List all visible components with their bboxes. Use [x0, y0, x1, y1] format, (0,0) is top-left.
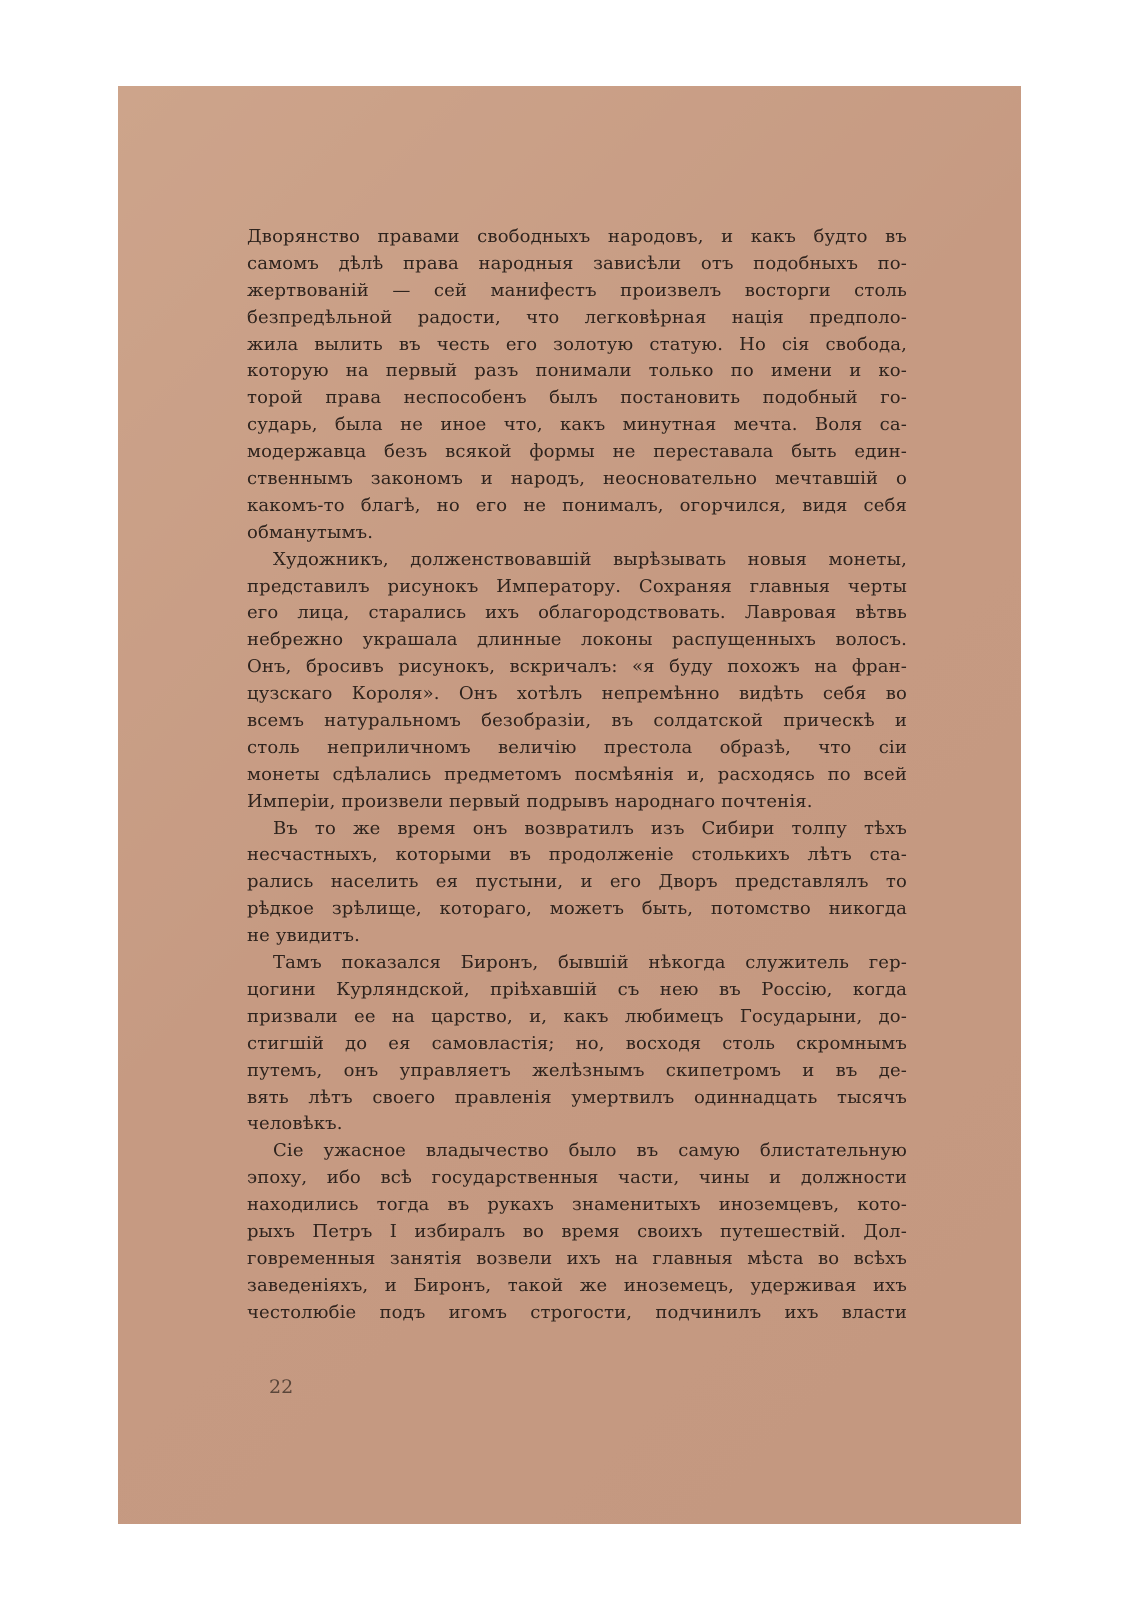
text-line: ственнымъ закономъ и народъ, неосновательно мечтавшій о [247, 468, 907, 490]
text-line: призвали ее на царство, и, какъ любимецъ Государыни, до- [247, 1005, 907, 1027]
body-text [247, 224, 907, 1327]
text-line: небрежно украшала длинные локоны распущенныхъ волосъ. [247, 629, 907, 651]
text-line: которую на первый разъ понимали только по имени и ко- [247, 360, 907, 382]
text-line: цузскаго Короля». Онъ хотѣлъ непремѣнно видѣть себя во [247, 683, 907, 705]
text-line: стигшій до ея самовластія; но, восходя столь скромнымъ [247, 1032, 907, 1054]
text-line: монеты сдѣлались предметомъ посмѣянія и, расходясь по всей [247, 763, 907, 785]
text-line: Художникъ, долженствовавшій вырѣзывать новыя монеты, [273, 548, 907, 570]
text-line: обманутымъ. [247, 521, 374, 543]
text-line: рѣдкое зрѣлище, котораго, можетъ быть, потомство никогда [247, 898, 907, 920]
text-line: безпредѣльной радости, что легковѣрная нація предполо- [247, 306, 907, 328]
text-line: Тамъ показался Биронъ, бывшій нѣкогда служитель гер- [273, 952, 907, 974]
text-line: модержавца безъ всякой формы не переставала быть един- [247, 441, 907, 463]
text-line: цогини Курляндской, пріѣхавшій съ нею въ Россію, когда [247, 978, 907, 1000]
text-line: жила вылить въ честь его золотую статую. Но сія свобода, [247, 333, 907, 355]
text-line: представилъ рисунокъ Императору. Сохраняя главныя черты [247, 575, 907, 597]
text-line: жертвованій — сей манифестъ произвелъ восторги столь [247, 279, 907, 301]
text-line: всемъ натуральномъ безобразіи, въ солдатской прическѣ и [247, 710, 907, 732]
text-line: Въ то же время онъ возвратилъ изъ Сибири толпу тѣхъ [273, 817, 907, 839]
text-line: рались населить ея пустыни, и его Дворъ представлялъ то [247, 871, 907, 893]
text-line: столь неприличномъ величію престола образѣ, что сіи [247, 736, 907, 758]
text-line: несчастныхъ, которыми въ продолженіе столькихъ лѣтъ ста- [247, 844, 907, 866]
text-line: какомъ-то благѣ, но его не понималъ, огорчился, видя себя [247, 494, 907, 516]
text-line: вять лѣтъ своего правленія умертвилъ одиннадцать тысячъ [247, 1086, 907, 1108]
text-line: человѣкъ. [247, 1113, 343, 1135]
text-line: путемъ, онъ управляетъ желѣзнымъ скипетромъ и въ де- [247, 1059, 907, 1081]
text-line: не увидитъ. [247, 925, 360, 947]
text-line: честолюбіе подъ игомъ строгости, подчинилъ ихъ власти [247, 1301, 907, 1323]
text-line: находились тогда въ рукахъ знаменитыхъ иноземцевъ, кото- [247, 1194, 907, 1216]
text-line: самомъ дѣлѣ права народныя зависѣли отъ подобныхъ по- [247, 252, 907, 274]
text-line: говременныя занятія возвели ихъ на главныя мѣста во всѣхъ [247, 1247, 907, 1269]
text-line: заведеніяхъ, и Биронъ, такой же иноземецъ, удерживая ихъ [247, 1274, 907, 1296]
text-line: Дворянство правами свободныхъ народовъ, и какъ будто въ [247, 226, 907, 247]
page-number: 22 [269, 1376, 294, 1398]
text-line: торой права неспособенъ былъ постановить подобный го- [247, 387, 907, 409]
text-line: эпоху, ибо всѣ государственныя части, чины и должности [247, 1167, 907, 1189]
text-line: Онъ, бросивъ рисунокъ, вскричалъ: «я буду похожъ на фран- [247, 656, 907, 678]
text-line: Имперіи, произвели первый подрывъ народнаго почтенія. [247, 790, 813, 812]
book-page [118, 86, 1021, 1524]
text-line: Сіе ужасное владычество было въ самую блистательную [273, 1140, 907, 1162]
text-line: сударь, была не иное что, какъ минутная мечта. Воля са- [247, 414, 907, 436]
text-line: его лица, старались ихъ облагородствовать. Лавровая вѣтвь [247, 602, 907, 624]
text-line: рыхъ Петръ I избиралъ во время своихъ путешествій. Дол- [247, 1220, 907, 1242]
